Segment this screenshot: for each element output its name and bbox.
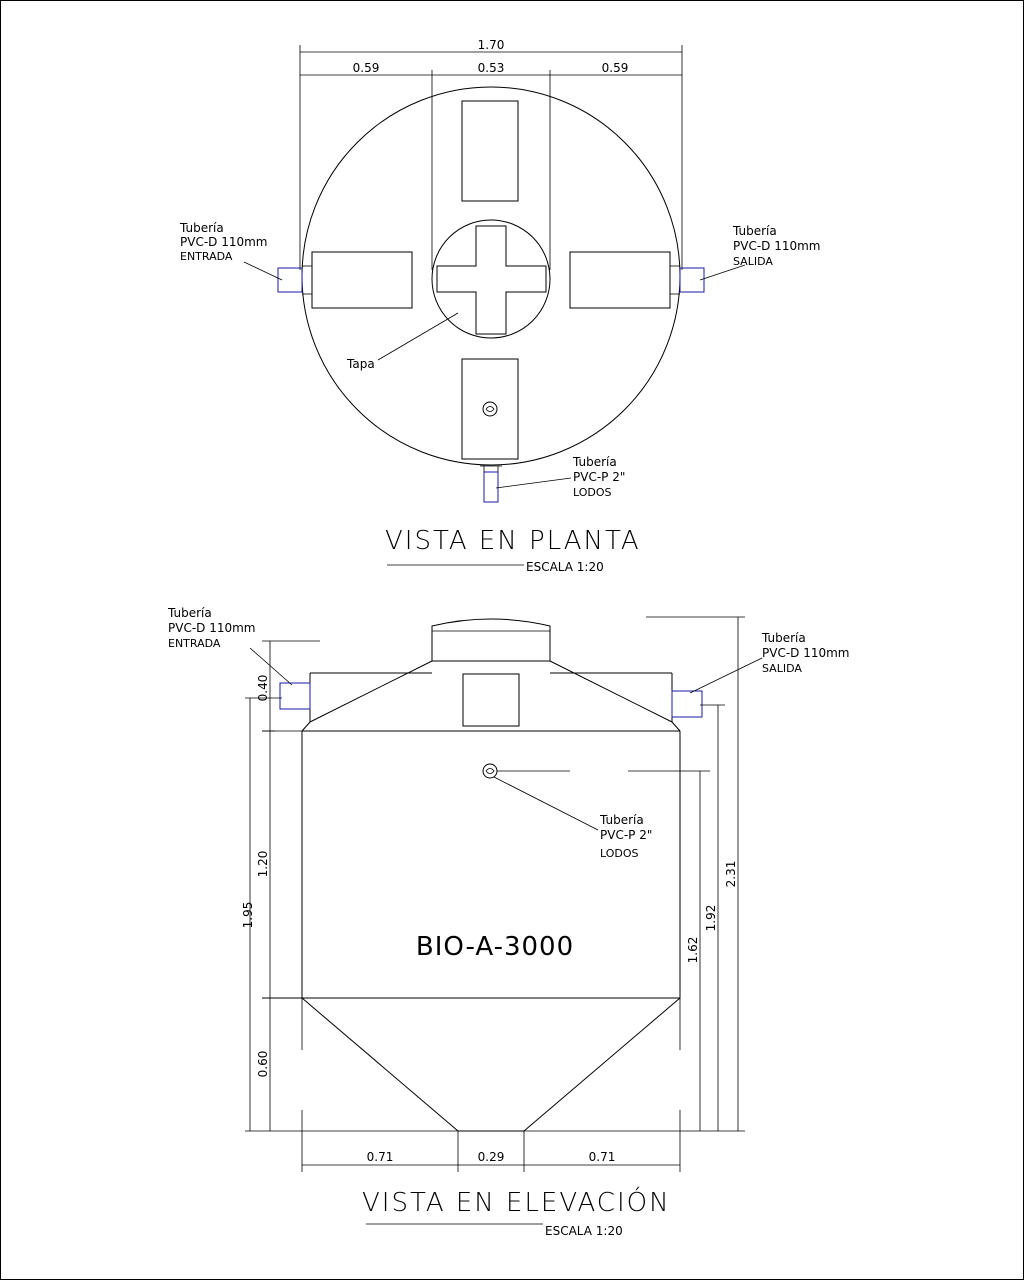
dim-top-height: 0.40 [256, 674, 270, 702]
svg-text:PVC-P 2": PVC-P 2" [573, 470, 626, 484]
sludge-port-inner-icon [486, 407, 494, 412]
svg-text:Tubería: Tubería [600, 813, 644, 827]
elevation-sludge-label [599, 813, 652, 860]
svg-text:SALIDA: SALIDA [733, 255, 773, 268]
cone-right [524, 998, 680, 1131]
cover-cross [437, 226, 546, 334]
svg-text:PVC-D 110mm: PVC-D 110mm [168, 621, 256, 635]
plan-sludge-pipe [484, 472, 498, 502]
elevation-scale: ESCALA 1:20 [545, 1224, 623, 1238]
top-compartment [462, 101, 518, 201]
elevation-title: VISTA EN ELEVACIÓN [362, 1188, 671, 1218]
elevation-sludge-port-icon [483, 764, 497, 778]
dim-bottom-left: 0.71 [366, 1150, 394, 1164]
dim-total-width: 1.70 [477, 38, 505, 52]
cone-left [302, 998, 458, 1131]
dim-right-1: 1.62 [686, 936, 700, 964]
svg-text:PVC-D 110mm: PVC-D 110mm [180, 235, 268, 249]
svg-text:ENTRADA: ENTRADA [180, 250, 233, 263]
svg-text:PVC-D 110mm: PVC-D 110mm [733, 239, 821, 253]
dim-left-total: 1.95 [241, 901, 255, 929]
svg-text:Tubería: Tubería [762, 631, 806, 645]
cover-label: Tapa [347, 357, 375, 371]
plan-sludge-label [572, 455, 625, 499]
elevation-outlet-pipe [672, 691, 702, 717]
dim-body-height: 1.20 [256, 850, 270, 878]
svg-text:LODOS: LODOS [600, 847, 639, 860]
svg-text:ENTRADA: ENTRADA [168, 637, 221, 650]
sludge-port-icon [483, 402, 497, 416]
model-name: BIO-A-3000 [415, 932, 575, 962]
dim-right-3: 2.31 [724, 860, 738, 888]
svg-text:Tubería: Tubería [180, 221, 224, 235]
svg-text:LODOS: LODOS [573, 486, 612, 499]
elevation-inlet-label [167, 606, 256, 650]
elevation-outlet-label [761, 631, 850, 675]
dim-right-width: 0.59 [601, 61, 629, 75]
svg-text:SALIDA: SALIDA [762, 662, 802, 675]
cover-circle [432, 220, 550, 338]
plan-inlet-label [179, 221, 268, 263]
elevation-inlet-pipe [280, 683, 310, 709]
dim-left-width: 0.59 [352, 61, 380, 75]
dim-center-width: 0.53 [477, 61, 505, 75]
svg-text:PVC-P 2": PVC-P 2" [600, 828, 653, 842]
dim-cone-height: 0.60 [256, 1050, 270, 1078]
plan-outlet-label [732, 224, 821, 268]
manhole-cover [432, 619, 550, 661]
tank-outline-circle [302, 87, 680, 465]
svg-text:PVC-D 110mm: PVC-D 110mm [762, 646, 850, 660]
plan-view [179, 38, 821, 574]
svg-text:Tubería: Tubería [573, 455, 617, 469]
plan-scale: ESCALA 1:20 [526, 560, 604, 574]
svg-text:Tubería: Tubería [733, 224, 777, 238]
dim-bottom-center: 0.29 [477, 1150, 505, 1164]
elevation-window [463, 674, 519, 726]
dim-right-2: 1.92 [704, 904, 718, 932]
right-compartment [570, 252, 670, 308]
bottom-compartment [462, 359, 518, 459]
left-compartment [312, 252, 412, 308]
plan-title: VISTA EN PLANTA [385, 526, 641, 556]
elevation-view [167, 606, 850, 1238]
dim-bottom-right: 0.71 [588, 1150, 616, 1164]
svg-text:Tubería: Tubería [168, 606, 212, 620]
plan-dimensions [300, 38, 682, 270]
